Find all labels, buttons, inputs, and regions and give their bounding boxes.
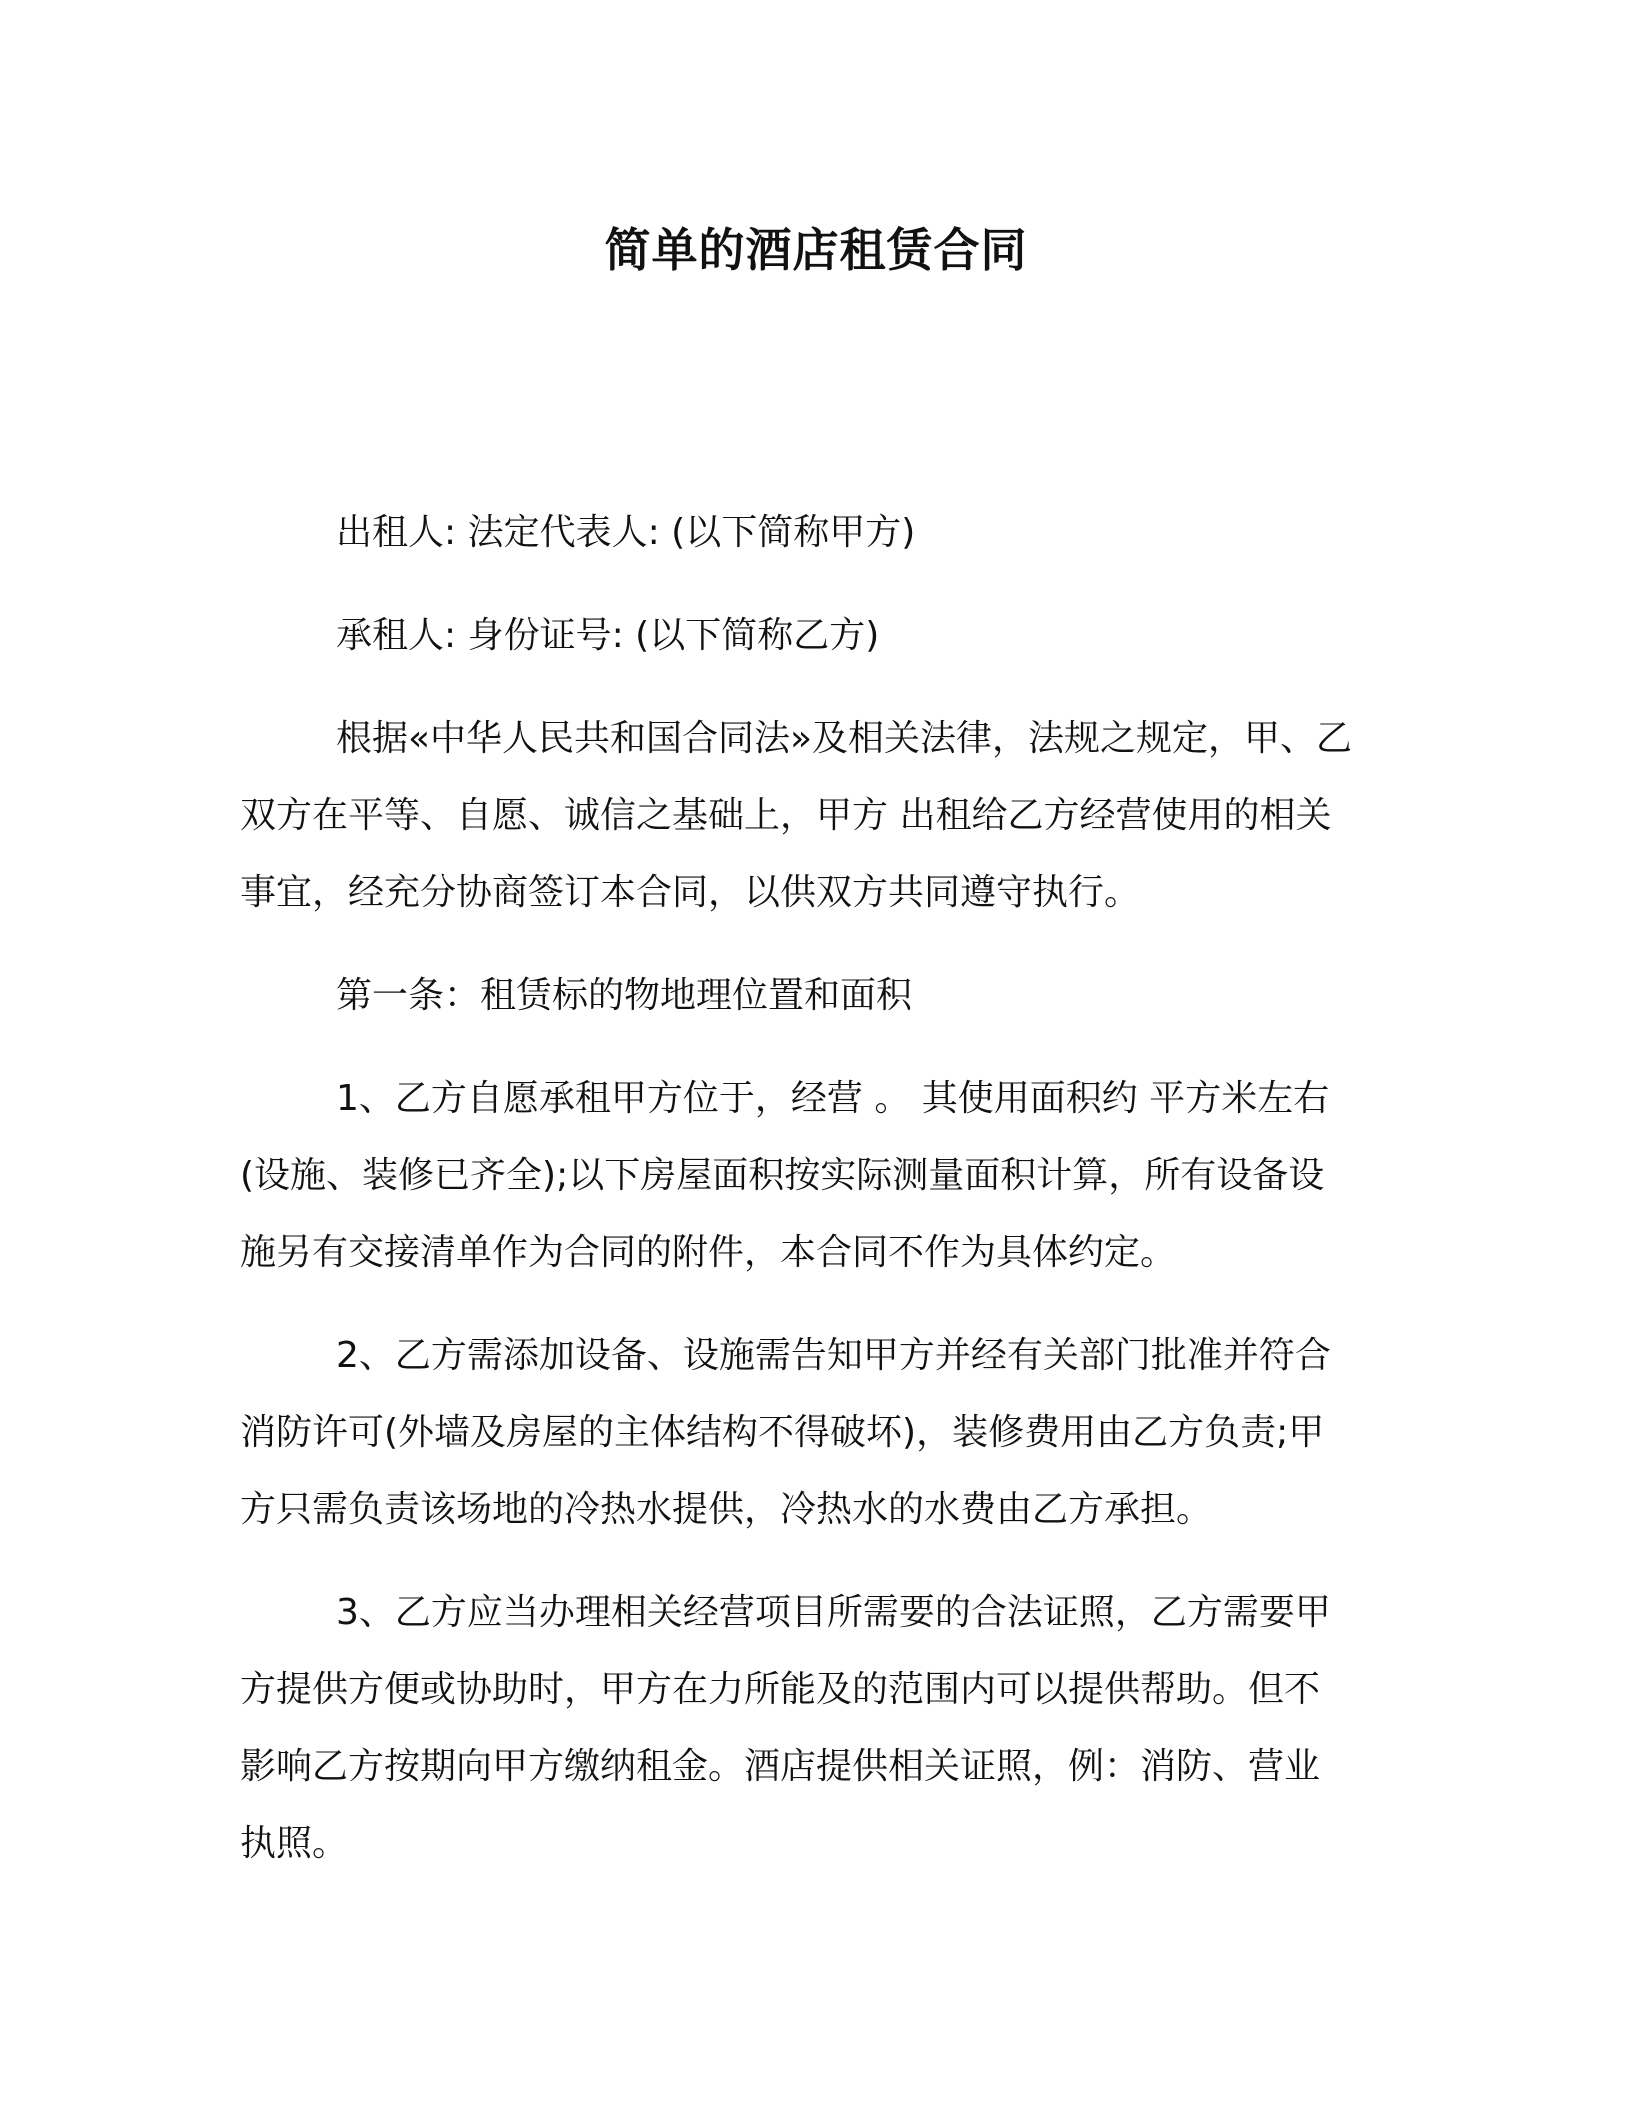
text-line: 影响乙方按期向甲方缴纳租金。酒店提供相关证照，例：消防、营业 [240,1746,1321,1787]
text-line: 施另有交接清单作为合同的附件，本合同不作为具体约定。 [240,1232,1177,1273]
text-line: 2、乙方需添加设备、设施需告知甲方并经有关部门批准并符合 [336,1335,1331,1376]
text-line: 承租人: 身份证号: (以下简称乙方) [336,615,880,656]
text-line: 第一条：租赁标的物地理位置和面积 [336,975,913,1016]
text-line: 方提供方便或协助时，甲方在力所能及的范围内可以提供帮助。但不 [240,1669,1321,1710]
document-body [240,494,1380,1882]
text-line: 双方在平等、自愿、诚信之基础上，甲方 出租给乙方经营使用的相关 [240,795,1332,836]
text-line: 消防许可(外墙及房屋的主体结构不得破坏)，装修费用由乙方负责;甲 [240,1412,1325,1453]
text-line: 3、乙方应当办理相关经营项目所需要的合法证照，乙方需要甲 [336,1592,1331,1633]
document-title: 简单的酒店租赁合同 [604,223,1028,277]
text-line: 方只需负责该场地的冷热水提供，冷热水的水费由乙方承担。 [240,1489,1213,1530]
text-line: 1、乙方自愿承租甲方位于，经营 。 其使用面积约 平方米左右 [336,1078,1330,1119]
text-line: 事宜，经充分协商签订本合同，以供双方共同遵守执行。 [240,872,1141,913]
text-line: (设施、装修已齐全);以下房屋面积按实际测量面积计算，所有设备设 [240,1155,1325,1196]
text-line: 出租人: 法定代表人: (以下简称甲方) [336,512,916,553]
text-line: 根据«中华人民共和国合同法»及相关法律，法规之规定，甲、乙 [336,718,1353,759]
text-line: 执照。 [240,1823,349,1864]
